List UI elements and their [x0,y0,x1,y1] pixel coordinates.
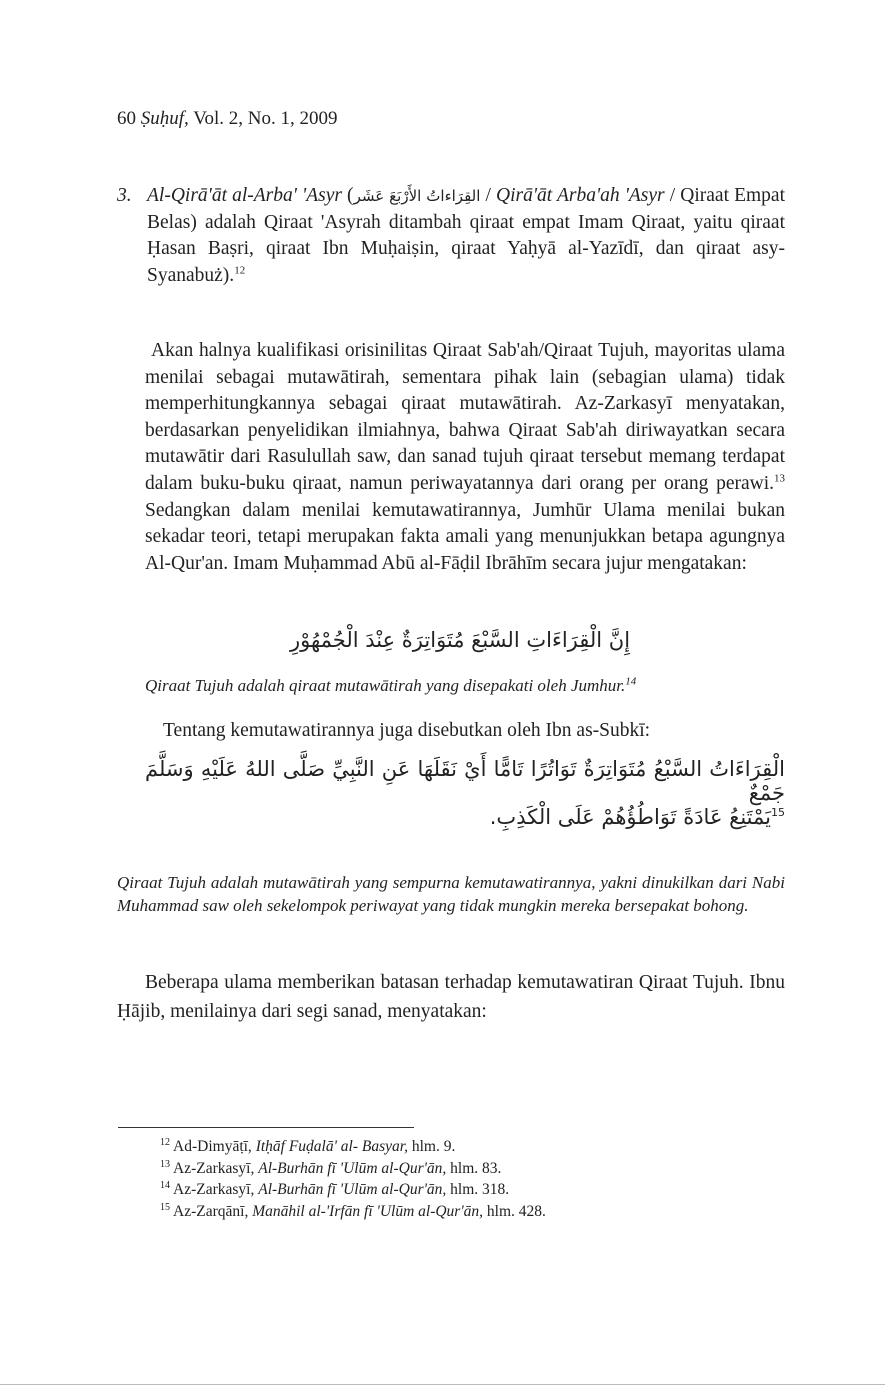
paragraph: Akan halnya kualifikasi orisinilitas Qiraat Sab'ah/Qiraat Tujuh, mayoritas ulama menilai sebagai mutawātirah, sementara pihak lain (sebagian ulama) tidak memperhitungkannya sebagai qiraat mutawātirah. Az-Zarkasyī menyatakan, berdasarkan penyelidikan ilmiahnya, bahwa Qiraat Sab'ah diriwayatkan secara mutawātir dari Rasulullah saw, dan sanad tujuh qiraat tersebut memang terdapat dalam buku-buku qiraat, namun periwayatannya dari orang per orang perawi.$^{13}$ Sedangkan dalam menilai kemutawatirannya, Jumhūr Ulama menilai bukan sekadar teori, tetapi merupakan fakta amali yang menunjukkan betapa agungnya Al-Qur'an. Imam Muḥammad Abū al-Fāḍil Ibrāhīm secara jujur mengatakan: [145,340,785,574]
footnotes [160,1136,780,1222]
issue-info: Vol. 2, No. 1, 2009 [193,108,338,129]
footnote: $^{15}$ Az-Zarqānī, Manāhil al-'Irfān fī 'Ulūm al-Qur'ān, hlm. 428. [160,1201,546,1220]
list-number: 3. [117,185,132,206]
footnote: $^{12}$ Ad-Dimyāṭī, Itḥāf Fuḍalā' al- Basyar, hlm. 9. [160,1136,456,1155]
journal-name: Ṣuḥuf, [140,108,189,129]
footnote-divider [118,1127,414,1128]
arabic-term: القِرَاءاتُ الأَرْبَعَ عَشَر [353,187,481,205]
arabic-quote: الْقِرَاءَاتُ السَّبْعُ مُتَوَاتِرَةٌ تَوَاتُرًا تَامًّا أَيْ نَقَلَهَا عَنِ النَّبِيِّ صَلَّى اللهُ عَلَيْهِ وَسَلَّمَ جَمْعٌ [145,757,785,805]
footnote-ref[interactable]: 13 [774,472,785,485]
page-number: 60 [117,108,136,129]
footnote: $^{14}$ Az-Zarkasyī, Al-Burhān fī 'Ulūm al-Qur'ān, hlm. 318. [160,1179,510,1198]
quote-translation: Qiraat Tujuh adalah mutawātirah yang sempurna kemutawatirannya, yakni dinukilkan dari Nabi Muhammad saw oleh sekelompok periwayat yang tidak mungkin mereka bersepakat bohong. [117,873,785,915]
arabic-quote-continued: $^{15}$يَمْتَنِعُ عَادَةً تَوَاطُؤُهُمْ عَلَى الْكَذِبِ. [489,805,785,829]
paragraph: Beberapa ulama memberikan batasan terhadap kemutawatiran Qiraat Tujuh. Ibnu Ḥājib, menilainya dari segi sanad, menyatakan: [117,972,785,1022]
footnote-ref[interactable]: 15 [771,806,785,819]
term-description: Qiraat Empat Belas) adalah Qiraat 'Asyrah ditambah qiraat empat Imam Qiraat, yaitu qiraat Ḥasan Baṣri, qiraat Ibn Muḥaiṣin, qiraat Yaḥyā al-Yazīdī, dan qiraat asy-Syanabuż). [147,185,786,286]
arabic-quote: إِنَّ الْقِرَاءَاتِ السَّبْعَ مُتَوَاتِرَةٌ عِنْدَ الْجُمْهُوْرِ [289,628,631,652]
running-header [117,108,337,130]
scan-edge [0,1384,885,1385]
term-transliteration: Qirā'āt Arba'ah 'Asyr [496,185,665,206]
term-title: Al-Qirā'āt al-Arba' 'Asyr [147,185,342,206]
quote-translation: Qiraat Tujuh adalah qiraat mutawātirah yang disepakati oleh Jumhur.$^{14}$ [145,675,637,695]
footnote: $^{13}$ Az-Zarkasyī, Al-Burhān fī 'Ulūm al-Qur'ān, hlm. 83. [160,1158,502,1177]
footnote-ref[interactable]: 14 [625,675,637,688]
footnote-ref[interactable]: 12 [234,264,246,276]
paragraph: Tentang kemutawatirannya juga disebutkan oleh Ibn as-Subkī: [163,720,651,741]
list-item-3 [117,183,785,289]
list-item-body: Al-Qirā'āt al-Arba' 'Asyr (القِرَاءاتُ الأَرْبَعَ عَشَر / Qirā'āt Arba'ah 'Asyr / Qiraat Empat Belas) adalah Qiraat 'Asyrah ditambah qiraat empat Imam Qiraat, yaitu qiraat Ḥasan Baṣri, qiraat Ibn Muḥaiṣin, qiraat Yaḥyā al-Yazīdī, dan qiraat asy-Syanabuż).$^{12}$ [147,185,786,286]
